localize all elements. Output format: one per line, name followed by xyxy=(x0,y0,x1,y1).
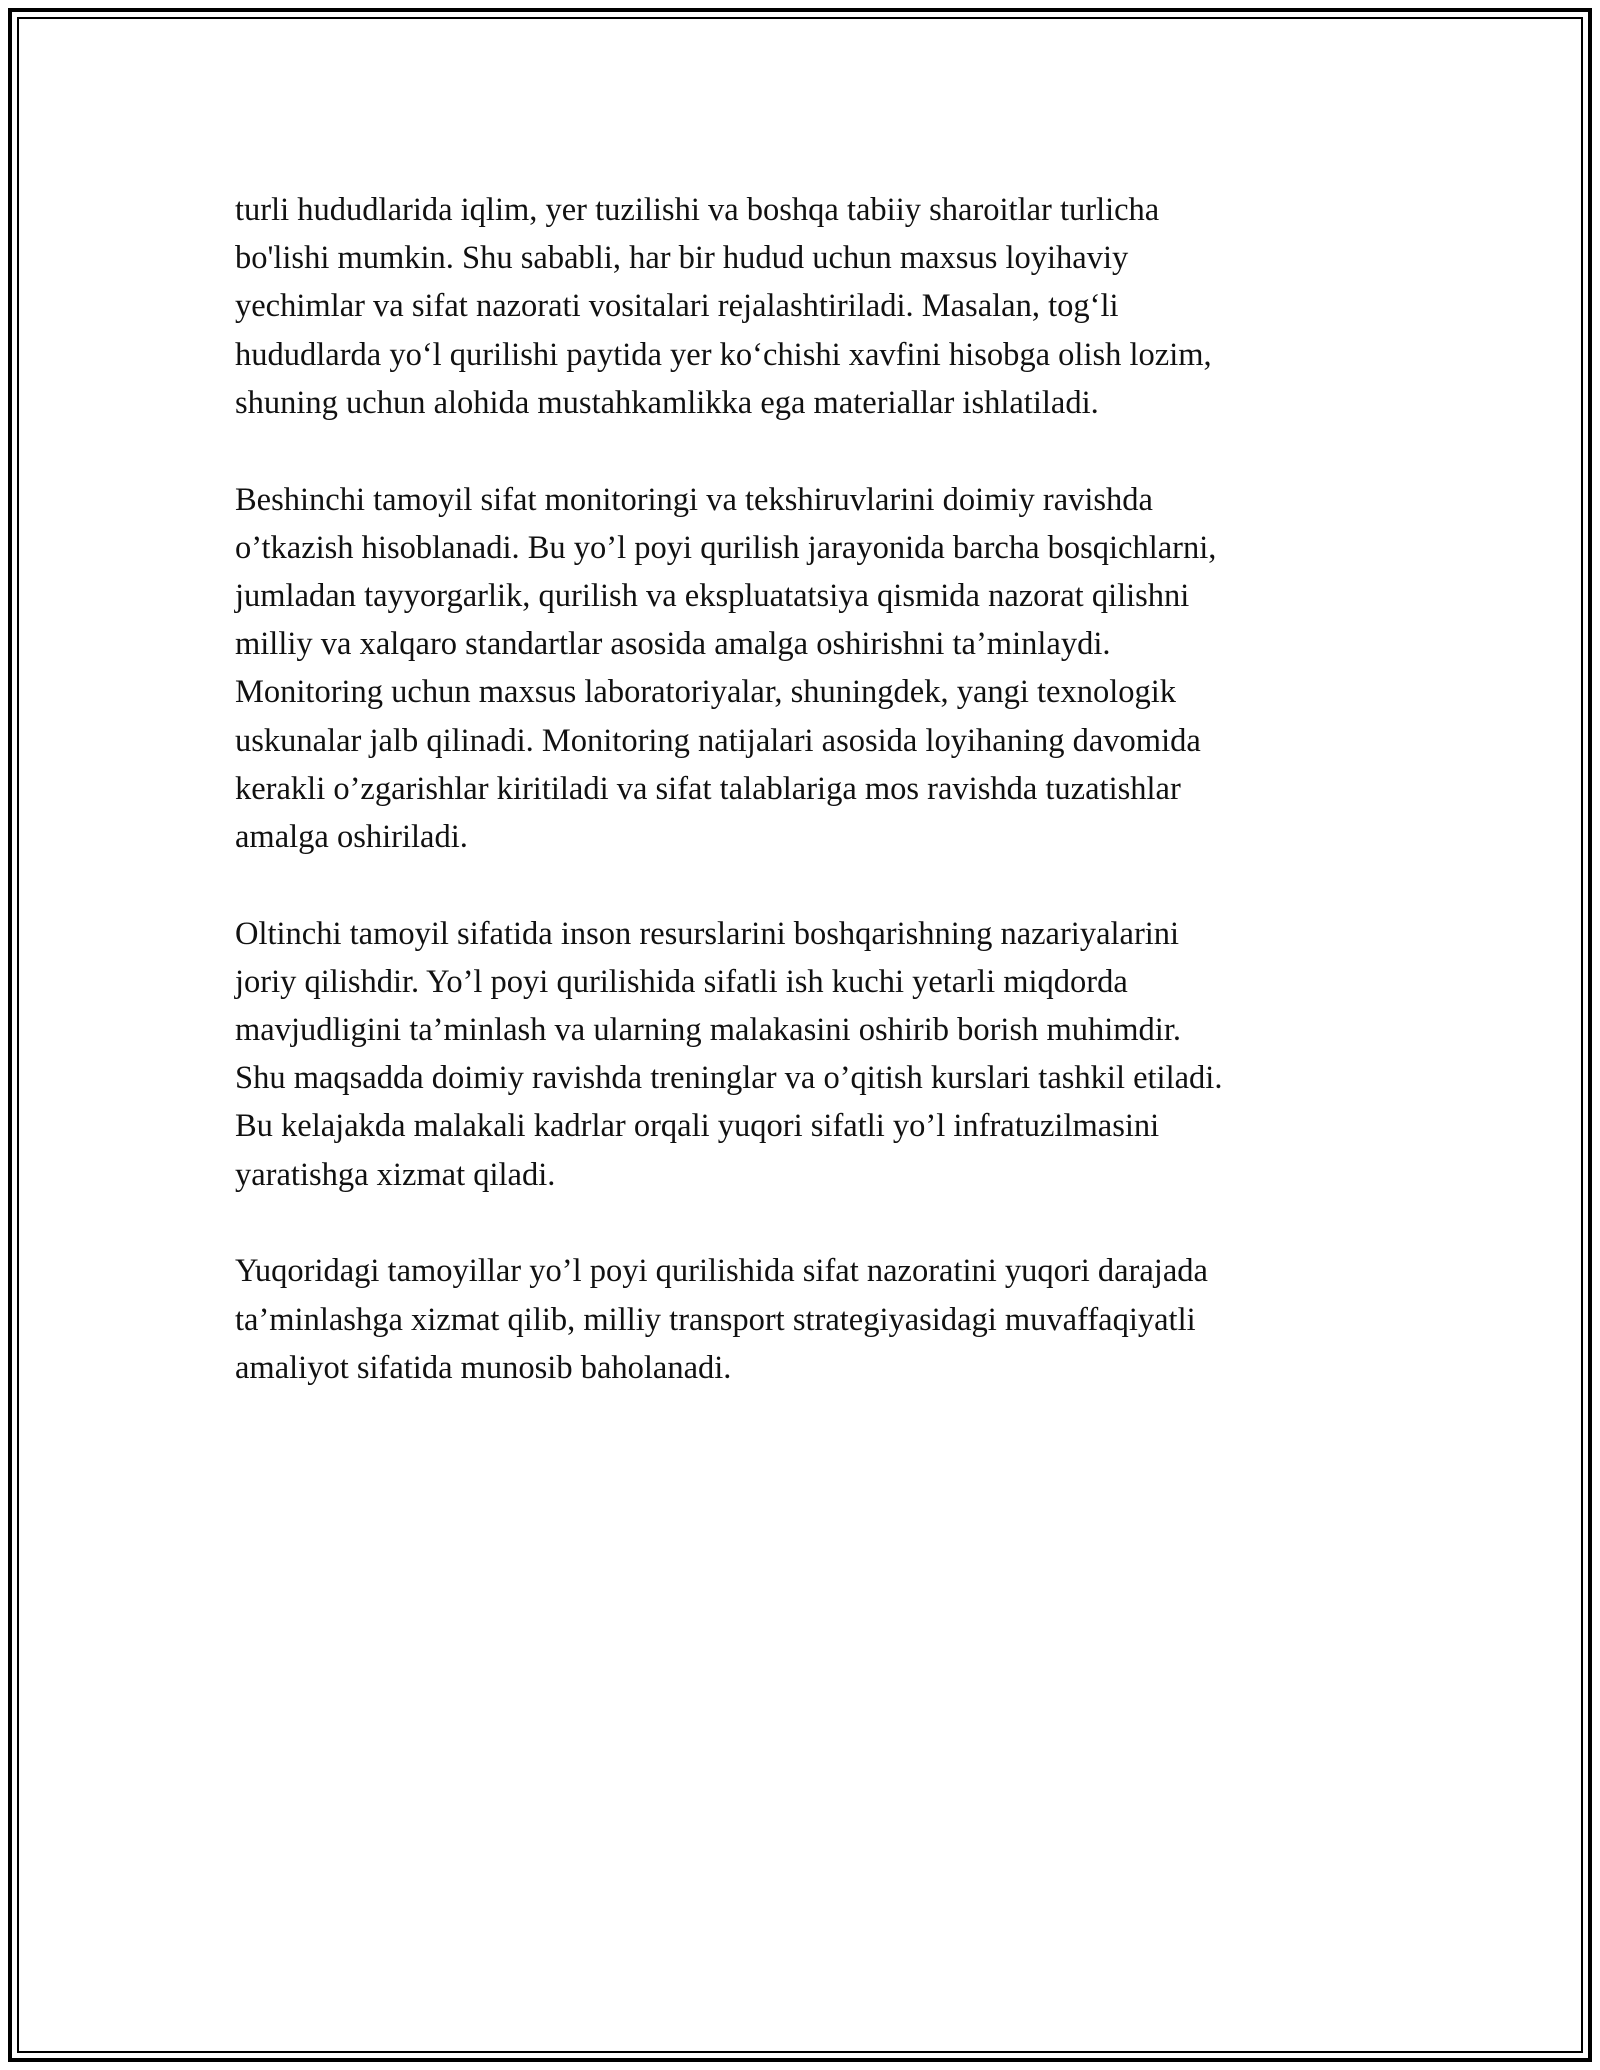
paragraph-sixth-principle: Oltinchi tamoyil sifatida inson resurslarini boshqarishning nazariyalarini joriy qilishdir. Yo’l poyi qurilishida sifatli ish kuchi yetarli miqdorda mavjudligini ta’minlash va ularning malakasini oshirib borish muhimdir. Shu maqsadda doimiy ravishda treninglar va o’qitish kurslari tashkil etiladi. Bu kelajakda malakali kadrlar orqali yuqori sifatli yo’l infratuzilmasini yaratishga xizmat qiladi. xyxy=(235,915,1223,1193)
document-body xyxy=(235,186,1365,1440)
paragraph-regional-conditions: turli hududlarida iqlim, yer tuzilishi va boshqa tabiiy sharoitlar turlicha bo'lishi mumkin. Shu sababli, har bir hudud uchun maxsus loyihaviy yechimlar va sifat nazorati vositalari rejalashtiriladi. Masalan, tog‘li hududlarda yo‘l qurilishi paytida yer ko‘chishi xavfini hisobga olish lozim, shuning uchun alohida mustahkamlikka ega materiallar ishlatiladi. xyxy=(235,192,1212,421)
paragraph-conclusion: Yuqoridagi tamoyillar yo’l poyi qurilishida sifat nazoratini yuqori darajada ta’minlashga xizmat qilib, milliy transport strategiyasidagi muvaffaqiyatli amaliyot sifatida munosib baholanadi. xyxy=(235,1253,1208,1386)
paragraph-fifth-principle: Beshinchi tamoyil sifat monitoringi va tekshiruvlarini doimiy ravishda o’tkazish hisoblanadi. Bu yo’l poyi qurilish jarayonida barcha bosqichlarni, jumladan tayyorgarlik, qurilish va ekspluatatsiya qismida nazorat qilishni milliy va xalqaro standartlar asosida amalga oshirishni ta’minlaydi. Monitoring uchun maxsus laboratoriyalar, shuningdek, yangi texnologik uskunalar jalb qilinadi. Monitoring natijalari asosida loyihaning davomida kerakli o’zgarishlar kiritiladi va sifat talablariga mos ravishda tuzatishlar amalga oshiriladi. xyxy=(235,481,1217,855)
